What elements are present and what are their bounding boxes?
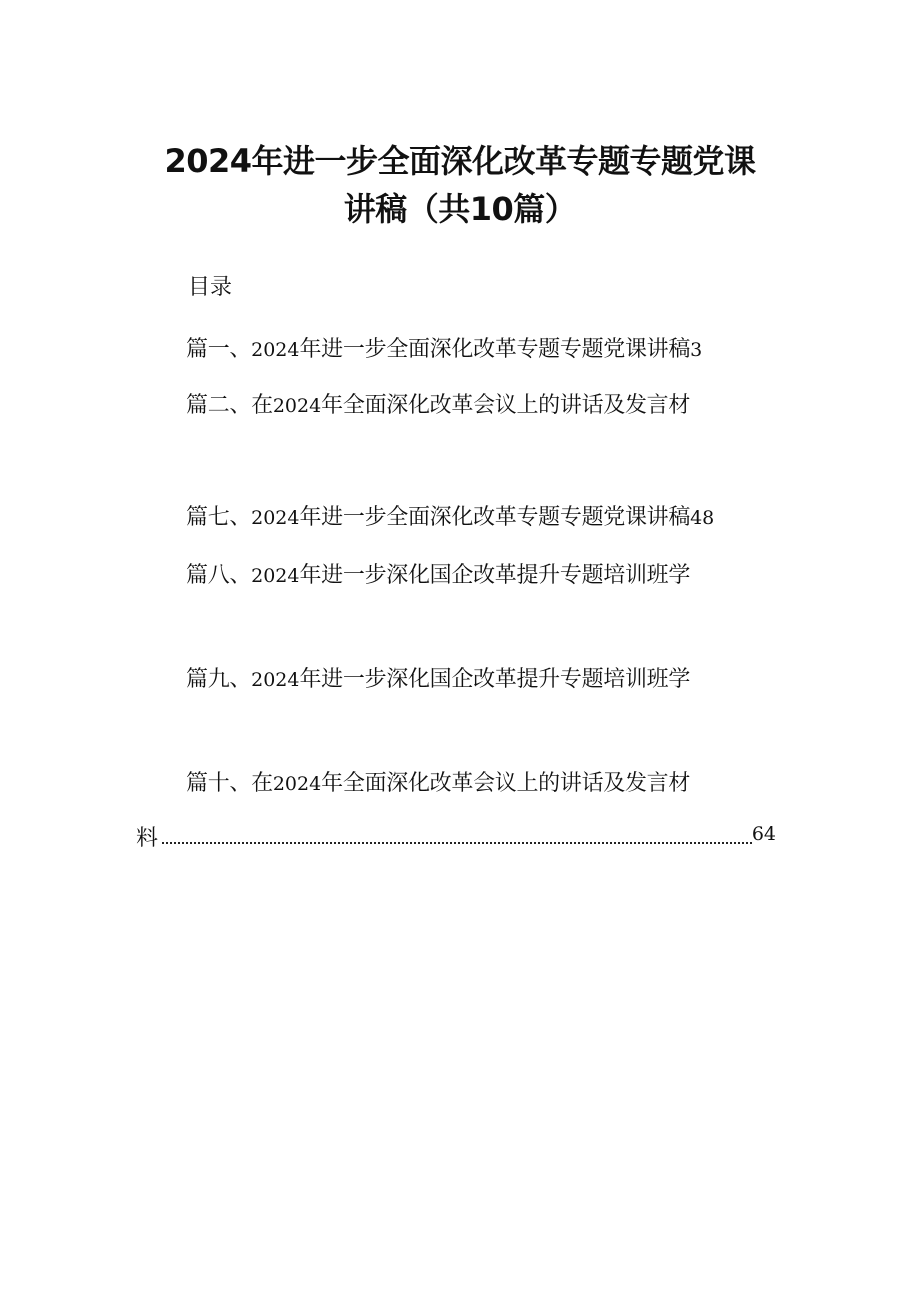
toc-entry-year: 2024	[251, 669, 300, 691]
toc-entry-year: 2024	[272, 395, 322, 417]
toc-entry-page: 3	[690, 339, 703, 361]
toc-entry-title: 年进一步全面深化改革专题专题党课讲稿	[299, 337, 691, 362]
document-title-line-1	[0, 136, 920, 182]
toc-entry-year: 2024	[251, 565, 300, 587]
title-suffix: 篇）	[513, 190, 577, 228]
toc-entry-page: 48	[690, 507, 715, 529]
document-title-line-2	[0, 184, 920, 230]
toc-entry-year: 2024	[251, 339, 300, 361]
title-count: 10	[469, 190, 514, 228]
toc-entry-prefix: 篇七、	[186, 505, 252, 530]
title-text: 年进一步全面深化改革专题专题党课	[251, 142, 756, 180]
toc-entry-7[interactable]	[186, 500, 714, 531]
toc-entry-8[interactable]	[186, 558, 690, 589]
toc-entry-title: 年进一步深化国企改革提升专题培训班学	[299, 563, 691, 588]
toc-entry-title: 年全面深化改革会议上的讲话及发言材	[321, 771, 691, 796]
toc-entry-title: 年进一步深化国企改革提升专题培训班学	[299, 667, 691, 692]
title-prefix: 讲稿（共	[343, 190, 470, 228]
toc-dot-leader	[162, 842, 752, 844]
toc-entry-prefix: 篇八、	[186, 563, 252, 588]
toc-entry-10[interactable]	[186, 766, 690, 797]
toc-entry-page: 64	[751, 823, 776, 845]
toc-entry-prefix: 篇一、	[186, 337, 252, 362]
toc-entry-2[interactable]	[186, 388, 690, 419]
toc-entry-prefix: 篇九、	[186, 667, 252, 692]
title-year: 2024	[164, 142, 252, 180]
toc-entry-year: 2024	[251, 507, 300, 529]
toc-entry-title: 年全面深化改革会议上的讲话及发言材	[321, 393, 691, 418]
toc-entry-1[interactable]	[186, 332, 702, 363]
toc-entry-10-continuation[interactable]	[136, 821, 776, 853]
toc-heading: 目录	[188, 275, 233, 300]
toc-entry-prefix: 篇十、在	[186, 771, 273, 796]
toc-entry-continuation-text: 料	[136, 826, 159, 851]
toc-entry-year: 2024	[272, 773, 322, 795]
toc-entry-title: 年进一步全面深化改革专题专题党课讲稿	[299, 505, 691, 530]
toc-entry-prefix: 篇二、在	[186, 393, 273, 418]
toc-entry-9[interactable]	[186, 662, 690, 693]
